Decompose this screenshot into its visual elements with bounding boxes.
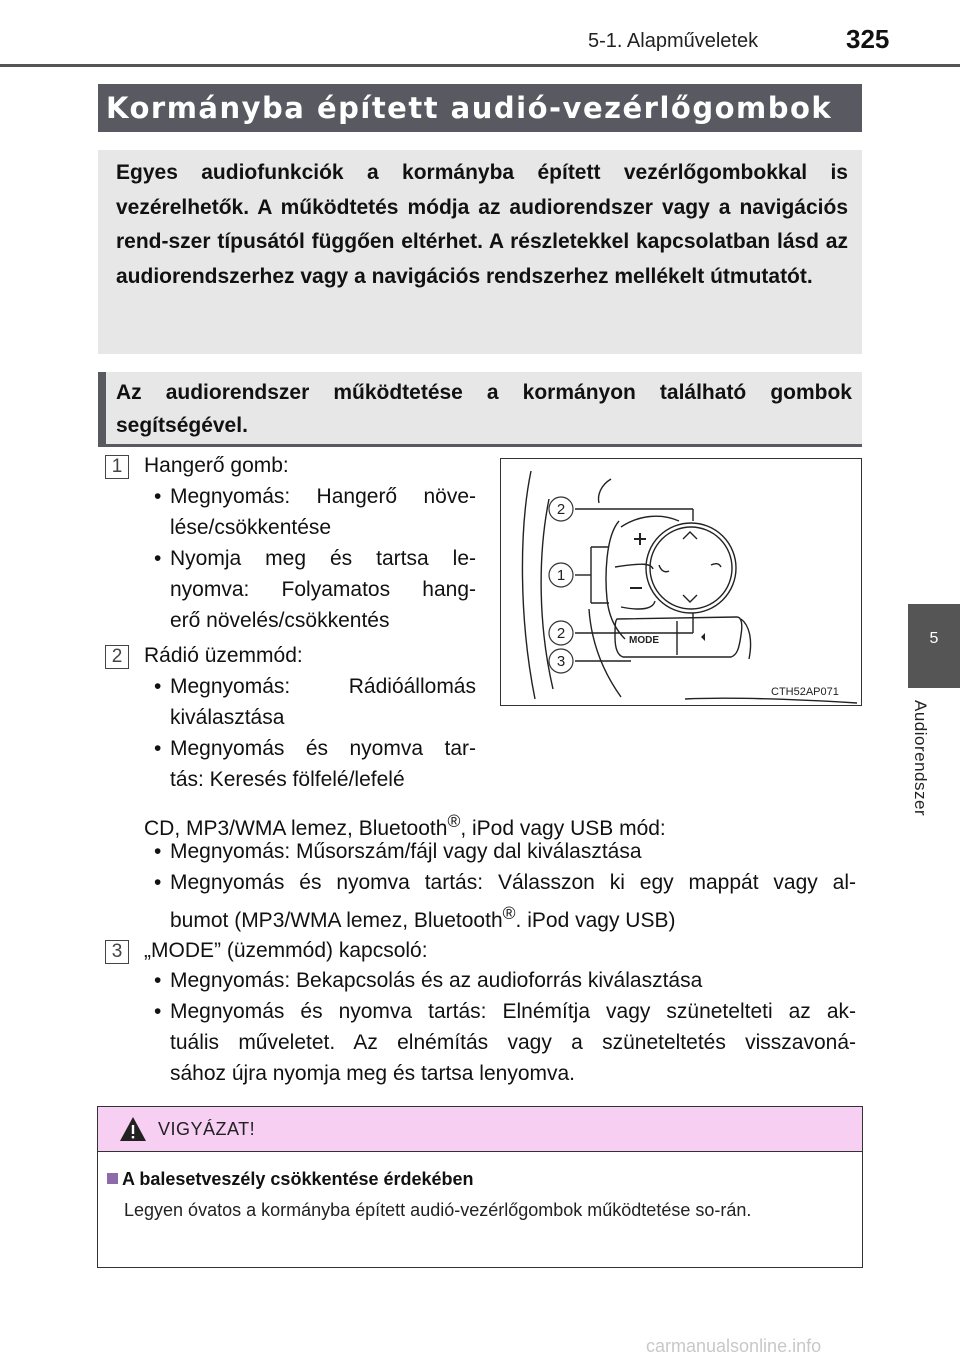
bullet-dot: • [154,969,162,992]
item-2-bullet-1 [154,671,476,733]
cd-bullet-2 [154,867,856,936]
steering-controls-figure [500,458,862,706]
item-1-bullet-2 [154,543,476,636]
lower-trim-line [685,698,857,703]
bullet-line: tás: Keresés fölfelé/lefelé [170,768,405,791]
volume-switch-bottom [621,601,655,609]
bullet-line: Megnyomás: Hangerő növe- [170,485,476,508]
chapter-label-container [910,700,950,850]
subheading-text: Az audiorendszer működtetése a kormányon található gombok segítségével. [116,381,852,437]
figure-code: CTH52AP071 [771,686,839,698]
warning-icon [118,1115,148,1143]
bullet-dot: • [154,485,162,508]
bullet-line: Megnyomás és nyomva tartás: Elnémítja vagy szünetelteti az ak- [170,1000,856,1023]
callout-2-bottom: 2 [556,625,566,642]
seek-down-chevron [683,595,697,602]
bullet-dot: • [154,840,162,863]
bullet-dot: • [154,675,162,698]
bullet-line: Megnyomás és nyomva tar- [170,737,476,760]
steering-switch-illustration [501,459,861,705]
caution-header [98,1107,862,1152]
page-number: 325 [846,24,890,54]
chapter-tab[interactable]: 5 [908,604,960,688]
item-2-title: Rádió üzemmód: [144,644,303,667]
title-bar [98,84,862,132]
radio-dial-outer [646,523,736,613]
registered-mark: ® [502,903,516,923]
bullet-dot: • [154,1000,162,1023]
bullet-line: Megnyomás: Rádióállomás [170,675,476,698]
item-3-bullet-1 [154,965,856,996]
radio-dial-inner [650,527,732,609]
bullet-line: Nyomja meg és tartsa le- [170,547,476,570]
bullet-line: lése/csökkentése [170,516,332,539]
subheading-rule [98,444,862,447]
page-title: Kormányba épített audió-vezérlőgombok [106,91,833,125]
item-1-title: Hangerő gomb: [144,454,289,477]
spoke-edge-line [599,479,612,503]
voice-icon [701,633,705,641]
bullet-line: bumot (MP3/WMA lemez, Bluetooth [170,909,503,932]
caution-box [97,1106,863,1268]
subheading-box [98,372,862,444]
figure-mode-label: MODE [629,635,659,646]
bullet-line: kiválasztása [170,706,285,729]
volume-switch-top [621,516,679,527]
item-3-title: „MODE” (üzemmód) kapcsoló: [144,939,428,962]
wheel-rim-line [522,471,535,699]
chapter-label: Audiorendszer [911,700,930,817]
minus-mark [630,587,642,589]
seek-up-chevron [683,532,697,539]
bullet-dot: • [154,871,162,894]
cd-title-text: CD, MP3/WMA lemez, Bluetooth [144,817,448,840]
caution-title: VIGYÁZAT! [158,1119,256,1139]
callout-2-top: 2 [556,501,566,518]
callout-1: 1 [556,567,566,584]
cd-title-text-end: , iPod vagy USB mód: [460,817,666,840]
callout-3: 3 [556,653,566,670]
bullet-line: tuális műveletet. Az elnémítás vagy a szüneteltetés visszavoná- [170,1031,856,1054]
caution-body: Legyen óvatos a kormányba épített audió-vezérlőgombok működtetése so-rán. [124,1200,752,1220]
bullet-line-end: . iPod vagy USB) [515,909,676,932]
volume-divider [615,564,653,569]
caution-subheading: A balesetveszély csökkentése érdekében [122,1169,474,1189]
intro-text: Egyes audiofunkciók a kormányba épített vezérlőgombokkal is vezérelhetők. A működtetés módja az audiorendszer vagy a navigációs rend-szer típusától függően eltérhet. A részletekkel kapcsolatban lásd az audiorendszerhez vagy a navigációs rendszerhez mellékelt útmutatót. [116,161,848,288]
intro-box [98,150,862,354]
bullet-dot: • [154,737,162,760]
bullet-line: Megnyomás és nyomva tartás: Válasszon ki egy mappát vagy al- [170,871,856,894]
caution-square-marker [107,1173,118,1184]
item-1-bullet-1 [154,481,476,543]
cd-bullet-1 [154,836,856,867]
bullet-line: erő növelés/csökkentés [170,609,390,632]
item-3-bullet-2 [154,996,856,1089]
header-rule [0,64,960,67]
bullet-line: Megnyomás: Műsorszám/fájl vagy dal kiválasztása [170,840,642,863]
plus-horizontal [634,538,646,540]
bullet-line: Megnyomás: Bekapcsolás és az audioforrás kiválasztása [170,969,703,992]
item-number-1: 1 [105,455,129,479]
item-2-bullet-2 [154,733,476,795]
bullet-line: nyomva: Folyamatos hang- [170,578,476,601]
item-number-2: 2 [105,645,129,669]
phone-hangup-icon [711,564,721,567]
item-number-3: 3 [105,940,129,964]
footer-watermark: carmanualsonline.info [646,1336,822,1356]
registered-mark: ® [447,811,461,831]
bullet-dot: • [154,547,162,570]
bullet-line: sához újra nyomja meg és tartsa lenyomva. [170,1062,576,1085]
phone-pickup-icon [659,565,669,572]
section-header: 5-1. Alapműveletek [588,30,759,52]
